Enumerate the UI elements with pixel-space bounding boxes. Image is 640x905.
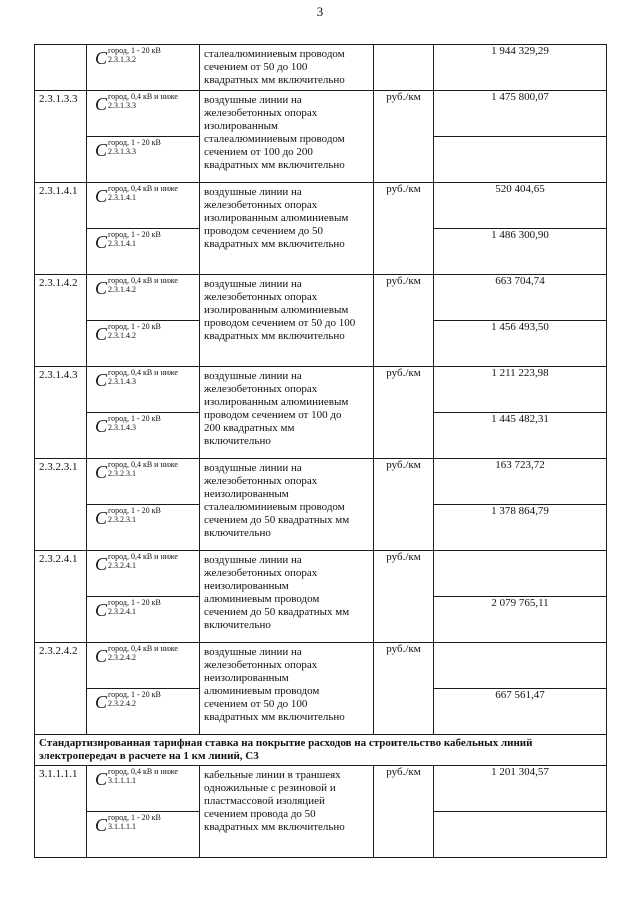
- rate-symbol-indices: [108, 276, 178, 294]
- description-line: квадратных мм включительно: [204, 711, 345, 723]
- rate-symbol: [87, 183, 200, 229]
- rate-symbol-indices: [108, 598, 161, 616]
- rate-symbol: [87, 321, 200, 367]
- description-line: квадратных мм включительно: [204, 74, 345, 86]
- rate-symbol-letter: C: [95, 278, 108, 298]
- unit-cell: руб./км: [374, 459, 434, 551]
- description-line: изолированным: [204, 120, 278, 132]
- rate-symbol: [87, 413, 200, 459]
- rate-symbol-superscript: город, 0,4 кВ и ниже: [108, 368, 178, 377]
- description-line: воздушные линии на: [204, 370, 302, 382]
- description-line: железобетонных опорах: [204, 107, 318, 119]
- description-line: изолированным алюминиевым: [204, 212, 349, 224]
- description-line: изолированным алюминиевым: [204, 396, 349, 408]
- rate-symbol-subscript: 2.3.1.4.3: [108, 423, 137, 432]
- item-description: [200, 459, 374, 551]
- rate-symbol-indices: [108, 552, 178, 570]
- table-row: [35, 183, 607, 229]
- rate-symbol-letter: C: [95, 370, 108, 390]
- rate-symbol-superscript: город, 1 - 20 кВ: [108, 138, 161, 147]
- rate-symbol-superscript: город, 0,4 кВ и ниже: [108, 92, 178, 101]
- rate-symbol-subscript: 2.3.2.4.2: [108, 699, 137, 708]
- rate-symbol-subscript: 2.3.1.3.3: [108, 101, 137, 110]
- rate-symbol-indices: [108, 690, 161, 708]
- rate-symbol-superscript: город, 1 - 20 кВ: [108, 506, 161, 515]
- table-row: [35, 91, 607, 137]
- rate-symbol-indices: [108, 184, 178, 202]
- rate-symbol-indices: [108, 506, 161, 524]
- description-line: одножильные с резиновой и: [204, 782, 336, 794]
- description-line: квадратных мм включительно: [204, 238, 345, 250]
- rate-value: [434, 551, 607, 597]
- rate-symbol-indices: [108, 230, 161, 248]
- item-description: [200, 367, 374, 459]
- rate-symbol-indices: [108, 644, 178, 662]
- rate-symbol-superscript: город, 1 - 20 кВ: [108, 813, 161, 822]
- item-description: [200, 183, 374, 275]
- tariff-table-body: [35, 45, 607, 858]
- rate-symbol-letter: C: [95, 462, 108, 482]
- rate-symbol-superscript: город, 0,4 кВ и ниже: [108, 184, 178, 193]
- item-description: [200, 91, 374, 183]
- item-code: 2.3.2.4.2: [35, 643, 87, 735]
- description-line: воздушные линии на: [204, 646, 302, 658]
- item-description: [200, 643, 374, 735]
- item-code: 2.3.2.4.1: [35, 551, 87, 643]
- description-line: проводом сечением от 100 до: [204, 409, 342, 421]
- rate-symbol-subscript: 2.3.1.3.2: [108, 55, 137, 64]
- rate-symbol-letter: C: [95, 140, 108, 160]
- description-line: проводом сечением до 50: [204, 225, 324, 237]
- rate-symbol-wrap: [95, 184, 197, 206]
- description-line: железобетонных опорах: [204, 659, 318, 671]
- rate-symbol: [87, 275, 200, 321]
- description-line: железобетонных опорах: [204, 475, 318, 487]
- rate-symbol-superscript: город, 1 - 20 кВ: [108, 414, 161, 423]
- rate-symbol-wrap: [95, 506, 197, 528]
- rate-symbol-letter: C: [95, 232, 108, 252]
- rate-symbol-indices: [108, 92, 178, 110]
- rate-symbol-letter: C: [95, 600, 108, 620]
- rate-value: 1 201 304,57: [434, 766, 607, 812]
- description-line: квадратных мм включительно: [204, 159, 345, 171]
- rate-symbol-wrap: [95, 276, 197, 298]
- rate-symbol-wrap: [95, 552, 197, 574]
- description-line: пластмассовой изоляцией: [204, 795, 325, 807]
- rate-symbol-subscript: 2.3.1.4.3: [108, 377, 137, 386]
- unit-cell: руб./км: [374, 275, 434, 367]
- rate-symbol-indices: [108, 368, 178, 386]
- item-description: [200, 275, 374, 367]
- rate-symbol-subscript: 3.1.1.1.1: [108, 822, 137, 831]
- rate-symbol: [87, 551, 200, 597]
- rate-symbol-letter: C: [95, 508, 108, 528]
- rate-symbol: [87, 812, 200, 858]
- rate-value: [434, 812, 607, 858]
- rate-symbol: [87, 91, 200, 137]
- rate-symbol-subscript: 3.1.1.1.1: [108, 776, 137, 785]
- rate-symbol-wrap: [95, 690, 197, 712]
- rate-symbol-subscript: 2.3.2.3.1: [108, 469, 137, 478]
- rate-symbol-superscript: город, 0,4 кВ и ниже: [108, 460, 178, 469]
- rate-symbol-wrap: [95, 767, 197, 789]
- item-code: 3.1.1.1.1: [35, 766, 87, 858]
- rate-symbol-letter: C: [95, 554, 108, 574]
- tariff-table: [34, 44, 607, 858]
- rate-value: 1 211 223,98: [434, 367, 607, 413]
- rate-symbol-indices: [108, 322, 161, 340]
- rate-symbol-subscript: 2.3.2.4.1: [108, 561, 137, 570]
- rate-symbol: [87, 597, 200, 643]
- rate-symbol-letter: C: [95, 769, 108, 789]
- rate-symbol-wrap: [95, 46, 197, 68]
- item-code: [35, 45, 87, 91]
- rate-symbol-indices: [108, 414, 161, 432]
- description-line: 200 квадратных мм: [204, 422, 295, 434]
- table-row: [35, 45, 607, 91]
- rate-symbol-superscript: город, 0,4 кВ и ниже: [108, 767, 178, 776]
- description-line: сечением до 50 квадратных мм: [204, 606, 350, 618]
- rate-symbol-wrap: [95, 460, 197, 482]
- rate-symbol-subscript: 2.3.1.3.3: [108, 147, 137, 156]
- rate-symbol: [87, 459, 200, 505]
- description-line: сечением провода до 50: [204, 808, 316, 820]
- rate-symbol-letter: C: [95, 692, 108, 712]
- description-line: железобетонных опорах: [204, 199, 318, 211]
- rate-value: 1 486 300,90: [434, 229, 607, 275]
- rate-symbol-letter: C: [95, 815, 108, 835]
- rate-symbol-wrap: [95, 598, 197, 620]
- unit-cell: руб./км: [374, 367, 434, 459]
- description-line: кабельные линии в траншеях: [204, 769, 341, 781]
- rate-value: 2 079 765,11: [434, 597, 607, 643]
- item-description: [200, 766, 374, 858]
- rate-value: 1 475 800,07: [434, 91, 607, 137]
- unit-cell: руб./км: [374, 766, 434, 858]
- description-line: сталеалюминиевым проводом: [204, 501, 345, 513]
- rate-symbol-subscript: 2.3.1.4.1: [108, 193, 137, 202]
- rate-symbol-subscript: 2.3.1.4.2: [108, 331, 137, 340]
- rate-symbol-superscript: город, 1 - 20 кВ: [108, 230, 161, 239]
- rate-symbol-superscript: город, 1 - 20 кВ: [108, 598, 161, 607]
- unit-cell: руб./км: [374, 91, 434, 183]
- section-row: [35, 735, 607, 766]
- rate-symbol: [87, 505, 200, 551]
- rate-symbol-letter: C: [95, 416, 108, 436]
- rate-value: [434, 643, 607, 689]
- item-code: 2.3.1.3.3: [35, 91, 87, 183]
- description-line: включительно: [204, 619, 271, 631]
- description-line: сечением до 50 квадратных мм: [204, 514, 350, 526]
- description-line: железобетонных опорах: [204, 383, 318, 395]
- description-line: воздушные линии на: [204, 554, 302, 566]
- rate-symbol-subscript: 2.3.2.4.2: [108, 653, 137, 662]
- item-code: 2.3.1.4.3: [35, 367, 87, 459]
- description-line: алюминиевым проводом: [204, 685, 320, 697]
- rate-value: 1 445 482,31: [434, 413, 607, 459]
- rate-symbol-indices: [108, 46, 161, 64]
- rate-symbol-letter: C: [95, 186, 108, 206]
- rate-symbol-subscript: 2.3.2.4.1: [108, 607, 137, 616]
- description-line: изолированным алюминиевым: [204, 304, 349, 316]
- rate-value: 520 404,65: [434, 183, 607, 229]
- description-line: проводом сечением от 50 до 100: [204, 317, 356, 329]
- rate-symbol-superscript: город, 0,4 кВ и ниже: [108, 552, 178, 561]
- rate-symbol: [87, 137, 200, 183]
- description-line: железобетонных опорах: [204, 291, 318, 303]
- description-line: квадратных мм включительно: [204, 821, 345, 833]
- rate-symbol-letter: C: [95, 94, 108, 114]
- description-line: включительно: [204, 435, 271, 447]
- rate-value: 163 723,72: [434, 459, 607, 505]
- description-line: сечением от 100 до 200: [204, 146, 313, 158]
- description-line: неизолированным: [204, 488, 289, 500]
- rate-symbol-wrap: [95, 368, 197, 390]
- description-line: неизолированным: [204, 580, 289, 592]
- item-description: [200, 45, 374, 91]
- rate-symbol-letter: C: [95, 324, 108, 344]
- description-line: воздушные линии на: [204, 462, 302, 474]
- rate-symbol-letter: C: [95, 48, 108, 68]
- rate-value: 1 456 493,50: [434, 321, 607, 367]
- rate-symbol: [87, 643, 200, 689]
- table-row: [35, 367, 607, 413]
- item-code: 2.3.2.3.1: [35, 459, 87, 551]
- description-line: включительно: [204, 527, 271, 539]
- table-row: [35, 551, 607, 597]
- description-line: сталеалюминиевым проводом: [204, 48, 345, 60]
- rate-symbol-letter: C: [95, 646, 108, 666]
- rate-value: [434, 137, 607, 183]
- rate-symbol-superscript: город, 1 - 20 кВ: [108, 46, 161, 55]
- description-line: квадратных мм включительно: [204, 330, 345, 342]
- table-row: [35, 459, 607, 505]
- rate-symbol-wrap: [95, 414, 197, 436]
- unit-cell: [374, 45, 434, 91]
- rate-symbol-subscript: 2.3.2.3.1: [108, 515, 137, 524]
- rate-symbol-superscript: город, 0,4 кВ и ниже: [108, 276, 178, 285]
- description-line: сталеалюминиевым проводом: [204, 133, 345, 145]
- table-row: [35, 643, 607, 689]
- item-description: [200, 551, 374, 643]
- rate-symbol-wrap: [95, 813, 197, 835]
- section-heading: Стандартизированная тарифная ставка на покрытие расходов на строительство кабельных линий электропередач в расчете на 1 км линий, С3: [35, 735, 607, 766]
- rate-symbol-wrap: [95, 138, 197, 160]
- description-line: железобетонных опорах: [204, 567, 318, 579]
- description-line: алюминиевым проводом: [204, 593, 320, 605]
- rate-symbol-wrap: [95, 644, 197, 666]
- rate-symbol: [87, 229, 200, 275]
- rate-symbol-indices: [108, 813, 161, 831]
- rate-symbol-subscript: 2.3.1.4.2: [108, 285, 137, 294]
- rate-symbol: [87, 766, 200, 812]
- unit-cell: руб./км: [374, 551, 434, 643]
- rate-symbol-indices: [108, 138, 161, 156]
- rate-symbol-superscript: город, 0,4 кВ и ниже: [108, 644, 178, 653]
- rate-value: 663 704,74: [434, 275, 607, 321]
- rate-symbol-indices: [108, 460, 178, 478]
- rate-symbol-superscript: город, 1 - 20 кВ: [108, 690, 161, 699]
- description-line: неизолированным: [204, 672, 289, 684]
- rate-value: 667 561,47: [434, 689, 607, 735]
- description-line: сечением от 50 до 100: [204, 698, 308, 710]
- item-code: 2.3.1.4.2: [35, 275, 87, 367]
- unit-cell: руб./км: [374, 643, 434, 735]
- rate-symbol-indices: [108, 767, 178, 785]
- description-line: воздушные линии на: [204, 278, 302, 290]
- rate-symbol: [87, 689, 200, 735]
- rate-symbol-subscript: 2.3.1.4.1: [108, 239, 137, 248]
- rate-symbol-wrap: [95, 322, 197, 344]
- description-line: воздушные линии на: [204, 186, 302, 198]
- item-code: 2.3.1.4.1: [35, 183, 87, 275]
- rate-symbol-superscript: город, 1 - 20 кВ: [108, 322, 161, 331]
- rate-value: 1 378 864,79: [434, 505, 607, 551]
- description-line: сечением от 50 до 100: [204, 61, 308, 73]
- table-row: [35, 766, 607, 812]
- unit-cell: руб./км: [374, 183, 434, 275]
- description-line: воздушные линии на: [204, 94, 302, 106]
- table-row: [35, 275, 607, 321]
- rate-value: 1 944 329,29: [434, 45, 607, 91]
- rate-symbol: [87, 45, 200, 91]
- rate-symbol: [87, 367, 200, 413]
- page-number: 3: [316, 4, 324, 19]
- rate-symbol-wrap: [95, 230, 197, 252]
- rate-symbol-wrap: [95, 92, 197, 114]
